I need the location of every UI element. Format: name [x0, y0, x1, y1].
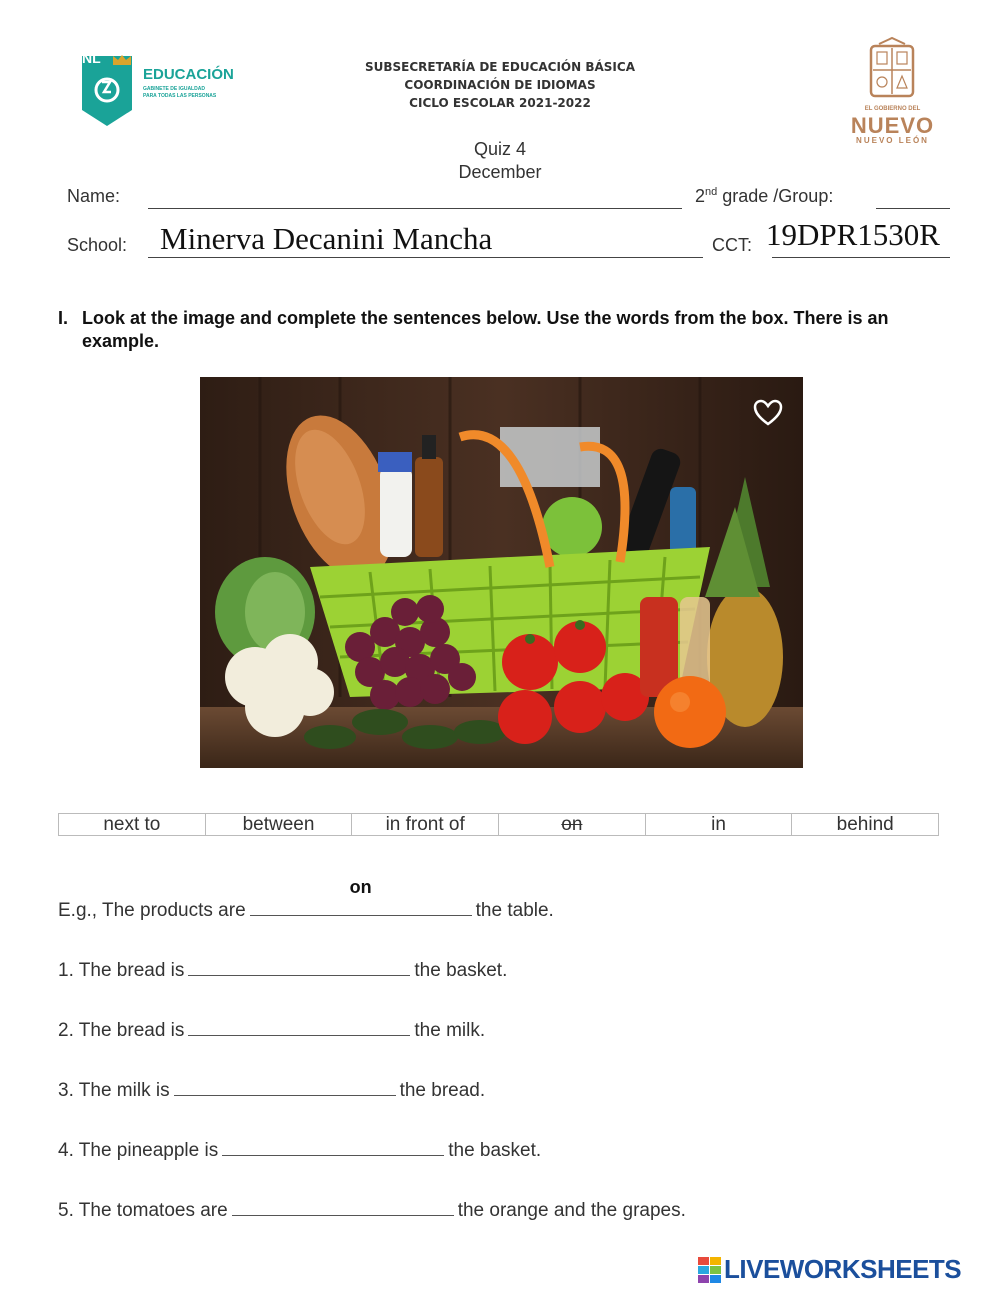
- header-line-2: COORDINACIÓN DE IDIOMAS: [404, 78, 596, 92]
- sentence-1-blank[interactable]: [188, 959, 410, 976]
- instruction: [58, 307, 938, 353]
- sentence-3: [58, 1079, 485, 1102]
- sentence-1-suffix: the basket.: [414, 960, 508, 981]
- coat-of-arms-icon: [865, 36, 919, 104]
- group-input-line[interactable]: [876, 208, 950, 209]
- school-label: School:: [67, 235, 128, 255]
- sentence-3-blank[interactable]: [174, 1079, 396, 1096]
- sentence-1-prefix: 1. The bread is: [58, 960, 185, 981]
- nl-logo-subtitle-1: GABINETE DE IGUALDAD: [143, 86, 205, 92]
- word-in: in: [646, 814, 793, 835]
- instruction-number: I.: [58, 308, 69, 328]
- sentence-5-blank[interactable]: [232, 1199, 454, 1216]
- cct-label: CCT:: [712, 235, 752, 255]
- header-line-3: CICLO ESCOLAR 2021-2022: [409, 96, 591, 110]
- name-input-line[interactable]: [148, 208, 682, 209]
- grade-group-label: 2nd grade /Group:: [695, 186, 834, 206]
- header-line-1: SUBSECRETARÍA DE EDUCACIÓN BÁSICA: [365, 60, 635, 74]
- sentence-2: [58, 1019, 485, 1042]
- school-value[interactable]: Minerva Decanini Mancha: [160, 221, 493, 256]
- example-answer: on: [349, 877, 372, 897]
- word-on: on: [499, 814, 646, 835]
- example-prefix: E.g., The products are: [58, 900, 246, 921]
- liveworksheets-icon: [698, 1257, 722, 1283]
- sentence-4: [58, 1139, 541, 1162]
- quiz-title: Quiz 4: [473, 139, 527, 159]
- right-logo-big: NUEVO: [850, 113, 935, 138]
- right-logo-small: EL GOBIERNO DEL: [864, 106, 921, 112]
- sentence-4-blank[interactable]: [222, 1139, 444, 1156]
- word-between: between: [206, 814, 353, 835]
- sentence-5-suffix: the orange and the grapes.: [457, 1200, 686, 1221]
- word-in-front-of: in front of: [352, 814, 499, 835]
- word-behind: behind: [836, 814, 894, 835]
- quiz-month: December: [458, 162, 542, 182]
- sentence-3-suffix: the bread.: [399, 1080, 486, 1101]
- sentence-2-prefix: 2. The bread is: [58, 1020, 185, 1041]
- nl-education-logo: [80, 52, 245, 128]
- crown-icon: [112, 54, 132, 66]
- example-blank: [250, 877, 472, 916]
- sentence-1: [58, 959, 507, 982]
- nl-logo-title: EDUCACIÓN: [143, 66, 234, 83]
- word-box: [58, 813, 939, 836]
- nl-logo-subtitle-2: PARA TODAS LAS PERSONAS: [143, 93, 217, 99]
- school-input-line[interactable]: [148, 257, 703, 258]
- liveworksheets-logo: [698, 1254, 998, 1286]
- sentence-4-prefix: 4. The pineapple is: [58, 1140, 219, 1161]
- grocery-illustration: [200, 377, 803, 768]
- sentence-2-suffix: the milk.: [414, 1020, 486, 1041]
- sentence-2-blank[interactable]: [188, 1019, 410, 1036]
- cct-value[interactable]: 19DPR1530R: [766, 217, 940, 252]
- name-label: Name:: [67, 186, 121, 206]
- word-next-to: next to: [59, 814, 206, 835]
- heart-icon[interactable]: [753, 399, 783, 427]
- nl-logo-letters: NL: [82, 50, 101, 66]
- example-sentence: [58, 877, 554, 922]
- sentence-5-prefix: 5. The tomatoes are: [58, 1200, 228, 1221]
- sentence-5: [58, 1199, 686, 1222]
- nuevo-leon-logo: [845, 36, 940, 146]
- sentence-3-prefix: 3. The milk is: [58, 1080, 170, 1101]
- example-suffix: the table.: [475, 900, 554, 921]
- cct-input-line[interactable]: [772, 257, 950, 258]
- sentence-4-suffix: the basket.: [448, 1140, 542, 1161]
- grocery-basket-photo: [200, 377, 803, 768]
- instruction-text: Look at the image and complete the sentences below. Use the words from the box. There is an example.: [82, 308, 889, 351]
- liveworksheets-text: LIVEWORKSHEETS: [724, 1254, 962, 1284]
- right-logo-bottom: NUEVO LEÓN: [856, 136, 929, 145]
